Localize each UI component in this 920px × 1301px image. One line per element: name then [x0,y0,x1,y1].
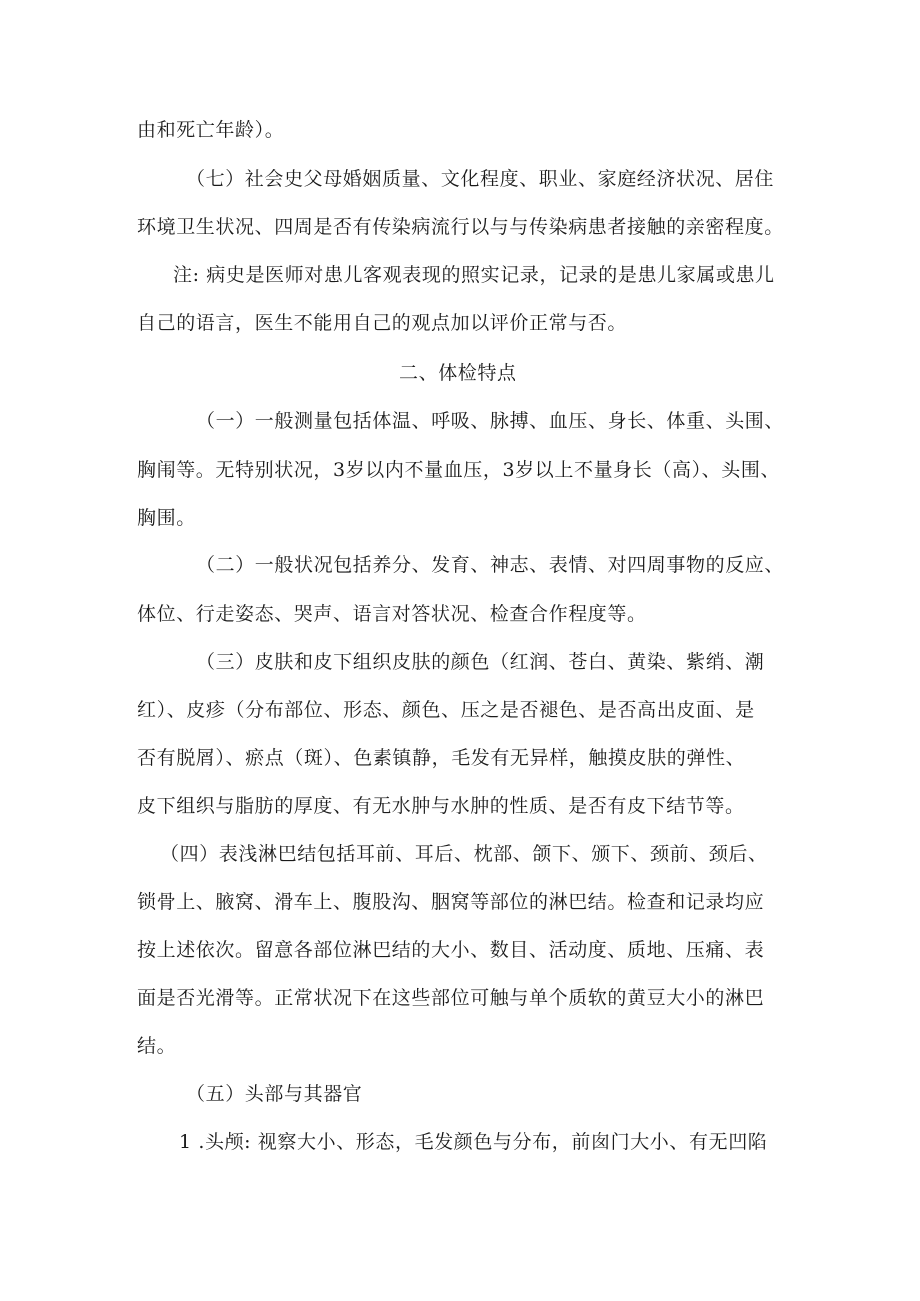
text-line: 否有脱屑）、瘀点（斑）、色素镇静，毛发有无异样，触摸皮肤的弹性、 [137,747,746,769]
text-line: 环境卫生状况、四周是否有传染病流行以与与传染病患者接触的亲密程度。 [137,216,784,238]
text-line: （一）一般测量包括体温、呼吸、脉搏、血压、身长、体重、头围、 [196,410,785,432]
text-line: 锁骨上、腋窝、滑车上、腹股沟、胭窝等部位的淋巴结。检查和记录均应 [137,891,765,913]
text-line: 按上述依次。留意各部位淋巴结的大小、数目、活动度、质地、压痛、表 [137,939,765,961]
text-line: （五）头部与其器官 [186,1083,363,1105]
text-line: 体位、行走姿态、哭声、语言对答状况、检查合作程度等。 [137,603,647,625]
text-line: 注: 病史是医师对患儿客观表现的照实记录，记录的是患儿家属或患儿 [173,264,775,286]
text-line: （三）皮肤和皮下组织皮肤的颜色（红润、苍白、黄染、紫绡、潮 [196,651,765,673]
text-line: 结。 [137,1035,177,1057]
text-line: 面是否光滑等。正常状况下在这些部位可触与单个质软的黄豆大小的淋巴 [137,987,765,1009]
text-line: 胸围。 [137,507,196,529]
text-line: （二）一般状况包括养分、发育、神志、表情、对四周事物的反应、 [196,554,785,576]
text-line: 1 .头颅: 视察大小、形态，毛发颜色与分布，前囱门大小、有无凹陷 [179,1131,768,1153]
text-line: 由和死亡年龄）。 [137,119,285,141]
section-heading: 二、体检特点 [399,362,517,384]
text-line: 红）、皮疹（分布部位、形态、颜色、压之是否褪色、是否高出皮面、是 [137,699,755,721]
text-line: （四）表浅淋巴结包括耳前、耳后、枕部、颌下、颁下、颈前、颈后、 [160,843,768,865]
text-line: 自己的语言，医生不能用自己的观点加以评价正常与否。 [137,312,628,334]
text-line: 皮下组织与脂肪的厚度、有无水肿与水肿的性质、是否有皮下结节等。 [137,795,745,817]
text-line: 胸闱等。无特别状况，3岁以内不量血压，3岁以上不量身长（高）、头围、 [137,459,781,481]
text-line: （七）社会史父母婚姻质量、文化程度、职业、家庭经济状况、居住 [186,168,775,190]
